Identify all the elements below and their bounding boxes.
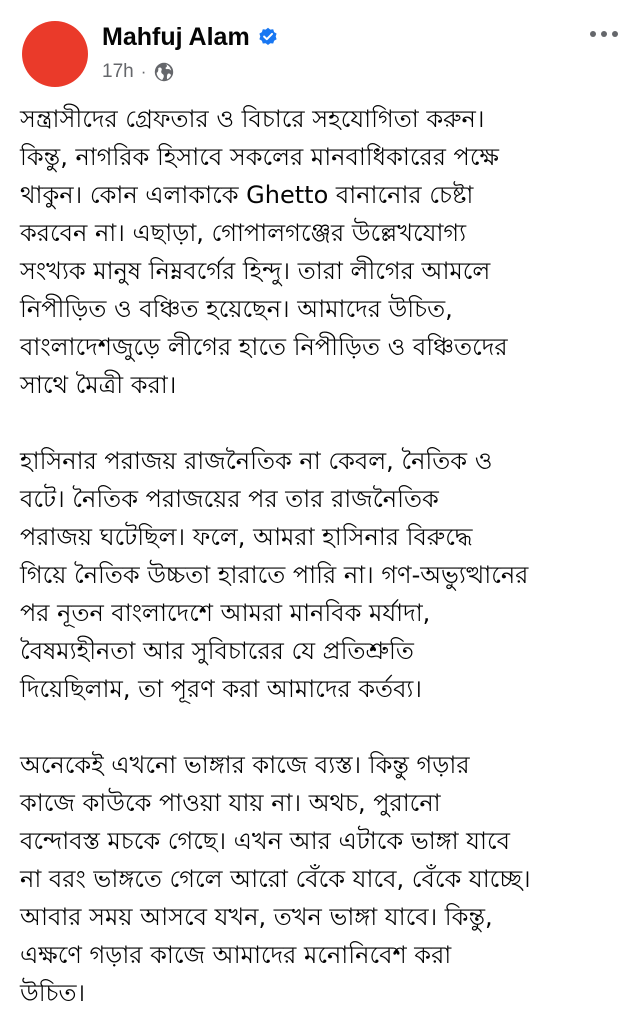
post-paragraph-1 <box>20 100 622 404</box>
text-line: পরাজয় ঘটেছিল। ফলে, আমরা হাসিনার বিরুদ্ধে <box>20 523 473 551</box>
text-line: আবার সময় আসবে যখন, তখন ভাঙ্গা যাবে। কিন্তু, <box>20 903 493 931</box>
text-line: বটে। নৈতিক পরাজয়ের পর তার রাজনৈতিক <box>20 485 439 513</box>
text-line: হাসিনার পরাজয় রাজনৈতিক না কেবল, নৈতিক ও <box>20 447 493 475</box>
text-line: করবেন না। এছাড়া, গোপালগঞ্জের উল্লেখযোগ্য <box>20 219 467 247</box>
text-line: অনেকেই এখনো ভাঙ্গার কাজে ব্যস্ত। কিন্তু গড়ার <box>20 751 470 779</box>
author-name[interactable]: Mahfuj Alam <box>102 23 250 51</box>
text-line: কিন্তু, নাগরিক হিসাবে সকলের মানবাধিকারের পক্ষে <box>20 143 499 171</box>
globe-icon[interactable] <box>153 61 175 83</box>
avatar[interactable] <box>22 21 88 87</box>
author-row <box>102 20 278 54</box>
text-line: পর নূতন বাংলাদেশে আমরা মানবিক মর্যাদা, <box>20 599 431 627</box>
text-line: নিপীড়িত ও বঞ্চিত হয়েছেন। আমাদের উচিত, <box>20 295 453 323</box>
text-line: বন্দোবস্ত মচকে গেছে। এখন আর এটাকে ভাঙ্গা যাবে <box>20 827 510 855</box>
post-time[interactable]: 17h <box>102 61 134 82</box>
more-dot <box>601 31 607 37</box>
more-dot <box>590 31 596 37</box>
text-line: বৈষম্যহীনতা আর সুবিচারের যে প্রতিশ্রুতি <box>20 637 414 665</box>
post-paragraph-2 <box>20 442 622 708</box>
more-options-icon[interactable] <box>584 20 624 48</box>
text-line: সংখ্যক মানুষ নিম্নবর্গের হিন্দু। তারা লীগের আমলে <box>20 257 491 285</box>
post-paragraph-3 <box>20 746 622 1012</box>
post-header <box>0 0 640 96</box>
verified-badge-icon <box>258 27 278 47</box>
text-line: সাথে মৈত্রী করা। <box>20 371 177 399</box>
text-line: এক্ষণে গড়ার কাজে আমাদের মনোনিবেশ করা <box>20 941 452 969</box>
meta-separator: · <box>140 62 147 81</box>
text-line: গিয়ে নৈতিক উচ্চতা হারাতে পারি না। গণ-অভ্যুত্থানের <box>20 561 529 589</box>
more-dot <box>612 31 618 37</box>
text-line: দিয়েছিলাম, তা পূরণ করা আমাদের কর্তব্য। <box>20 675 422 703</box>
text-line: থাকুন। কোন এলাকাকে Ghetto বানানোর চেষ্টা <box>20 181 474 209</box>
text-line: উচিত। <box>20 979 86 1007</box>
text-line: বাংলাদেশজুড়ে লীগের হাতে নিপীড়িত ও বঞ্চিতদের <box>20 333 508 361</box>
post-body <box>20 100 622 1012</box>
text-line: না বরং ভাঙ্গতে গেলে আরো বেঁকে যাবে, বেঁকে যাচ্ছে। <box>20 865 531 893</box>
text-line: কাজে কাউকে পাওয়া যায় না। অথচ, পুরানো <box>20 789 441 817</box>
post-meta <box>102 58 175 86</box>
text-line: সন্ত্রাসীদের গ্রেফতার ও বিচারে সহযোগিতা করুন। <box>20 105 485 133</box>
